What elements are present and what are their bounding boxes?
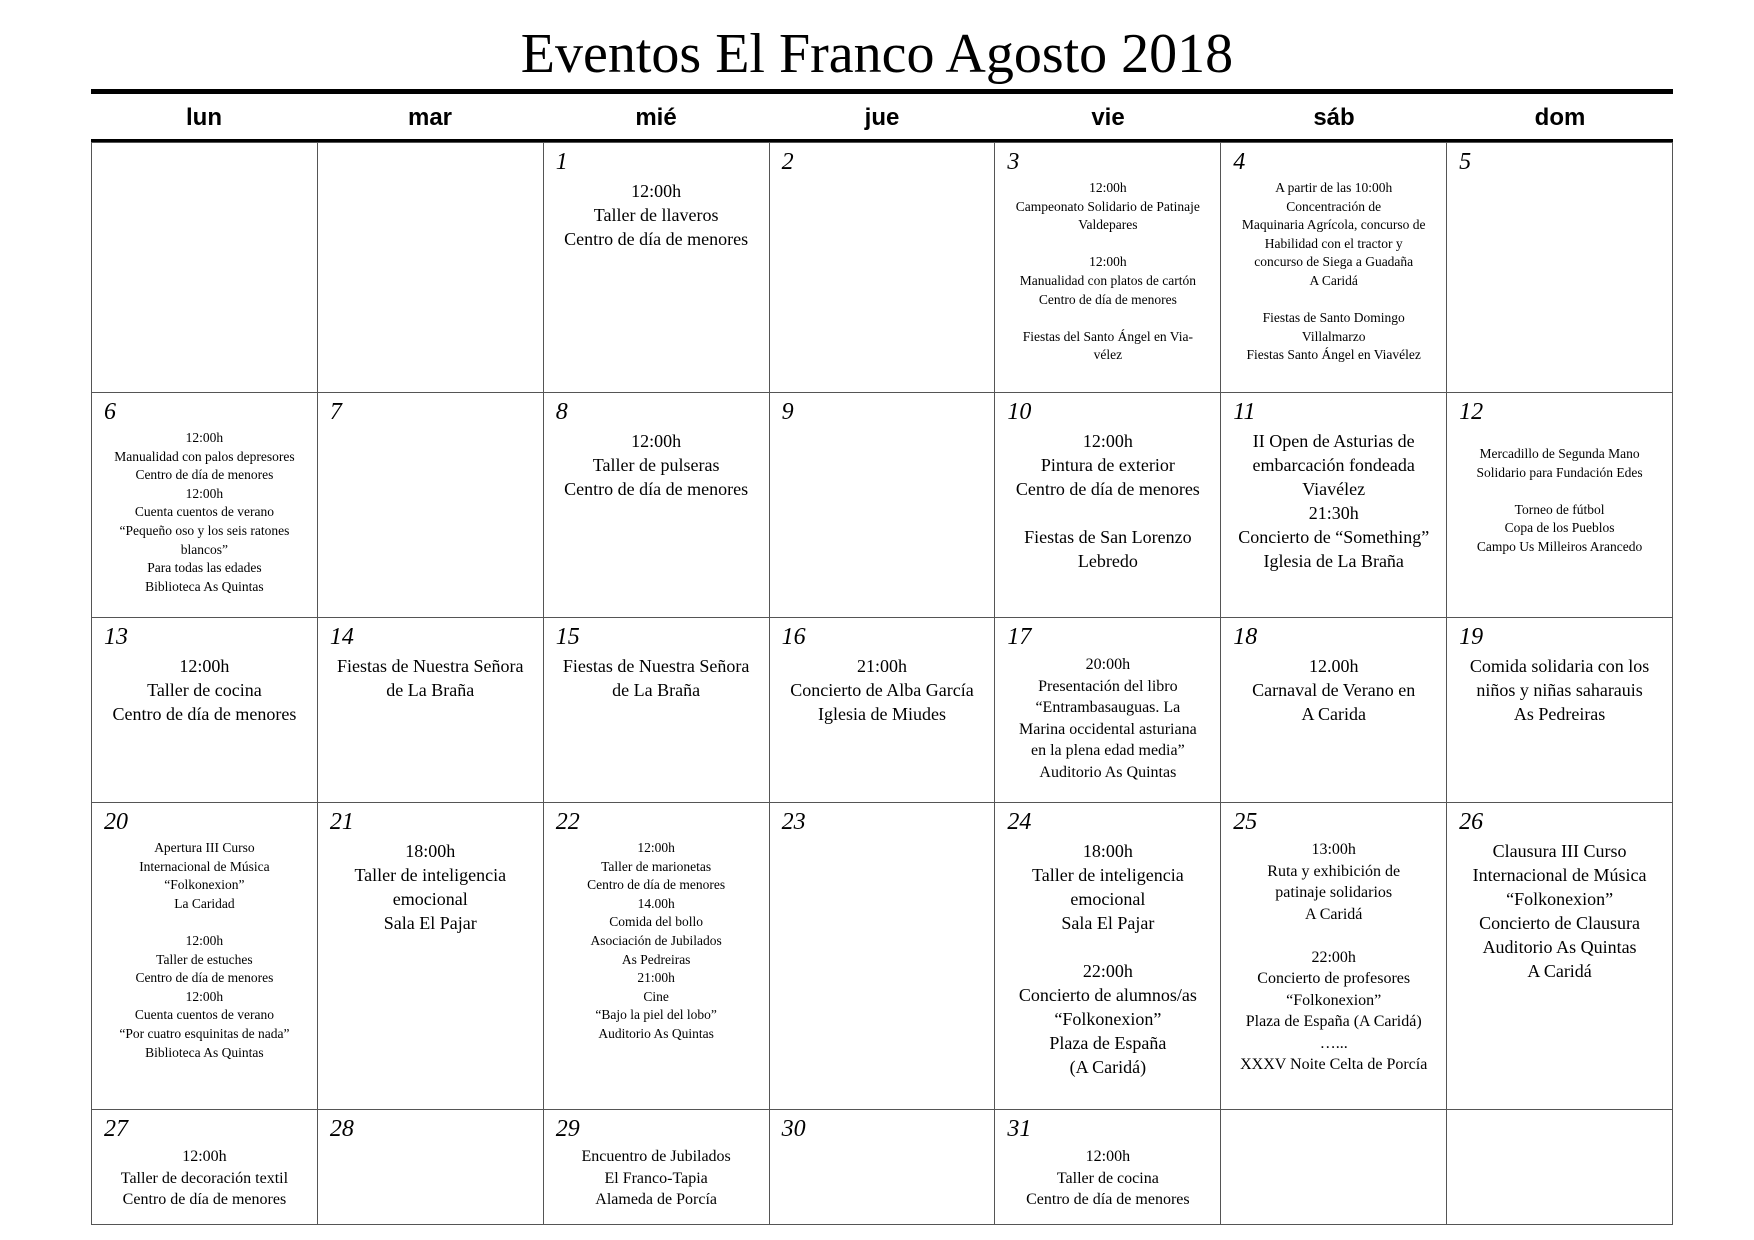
day-cell-9	[770, 392, 996, 617]
day-cell-10	[995, 392, 1221, 617]
day-events: 12:00h Pintura de exterior Centro de día de menores Fiestas de San Lorenzo Lebredo	[1015, 431, 1200, 571]
day-cell-14	[318, 617, 544, 802]
weekday-sab: sáb	[1313, 104, 1355, 131]
day-number: 17	[1007, 624, 1032, 650]
day-events: 12:00h Manualidad con palos depresores Centro de día de menores 12:00h Cuenta cuentos de verano “Pequeño oso y los seis ratones blancos” Para todas las edades Biblioteca As Quintas	[114, 430, 295, 594]
day-cell-20	[92, 802, 318, 1109]
day-events: Fiestas de Nuestra Señora de La Braña	[337, 656, 524, 700]
day-number: 20	[104, 809, 128, 835]
day-cell-8	[544, 392, 770, 617]
day-cell-30	[770, 1109, 996, 1225]
day-number: 26	[1459, 809, 1484, 835]
day-events: 12:00h Taller de llaveros Centro de día de menores	[564, 181, 749, 249]
day-cell-empty	[1221, 1109, 1447, 1225]
day-number: 10	[1007, 399, 1032, 425]
day-events: 20:00h Presentación del libro “Entrambasauguas. La Marina occidental asturiana en la plena edad media” Auditorio As Quintas	[1019, 656, 1197, 781]
day-cell-15	[544, 617, 770, 802]
weekday-mie: mié	[635, 104, 677, 131]
day-events: 12:00h Taller de decoración textil Centro de día de menores	[120, 1148, 289, 1208]
day-cell-7	[318, 392, 544, 617]
day-cell-26	[1447, 802, 1673, 1109]
day-events: Mercadillo de Segunda Mano Solidario para Fundación Edes Torneo de fútbol Copa de los Pueblos Campo Us Milleiros Arancedo	[1476, 446, 1643, 554]
day-cell-16	[770, 617, 996, 802]
day-number: 25	[1233, 809, 1258, 835]
day-cell-19	[1447, 617, 1673, 802]
day-cell-4	[1221, 142, 1447, 392]
day-number: 11	[1233, 399, 1256, 425]
day-cell-23	[770, 802, 996, 1109]
day-number: 31	[1007, 1116, 1032, 1142]
day-number: 28	[329, 1116, 354, 1142]
day-events: Comida solidaria con los niños y niñas saharauis As Pedreiras	[1469, 656, 1650, 724]
day-number: 24	[1007, 809, 1032, 835]
day-cell-3	[995, 142, 1221, 392]
day-number: 7	[329, 399, 342, 425]
day-events: 12:00h Taller de pulseras Centro de día de menores	[564, 431, 749, 499]
day-cell-22	[544, 802, 770, 1109]
weekday-vie: vie	[1091, 104, 1125, 131]
day-number: 19	[1459, 624, 1484, 650]
day-events: 13:00h Ruta y exhibición de patinaje solidarios A Caridá 22:00h Concierto de profesores “Folkonexion” Plaza de España (A Caridá) …... XXXV Noite Celta de Porcía	[1240, 841, 1428, 1073]
day-cell-29	[544, 1109, 770, 1225]
day-cell-28	[318, 1109, 544, 1225]
calendar-grid	[91, 142, 1673, 1225]
day-cell-5	[1447, 142, 1673, 392]
weekday-dom: dom	[1534, 104, 1586, 131]
day-events: 18:00h Taller de inteligencia emocional Sala El Pajar 22:00h Concierto de alumnos/as “Folkonexion” Plaza de España (A Caridá)	[1018, 841, 1197, 1077]
day-events: Fiestas de Nuestra Señora de La Braña	[562, 656, 750, 700]
day-events: Apertura III Curso Internacional de Música “Folkonexion” La Caridad 12:00h Taller de estuches Centro de día de menores 12:00h Cuenta cuentos de verano “Por cuatro esquinitas de nada” Biblioteca As Quintas	[119, 840, 290, 1060]
day-number: 9	[781, 399, 794, 425]
weekday-lun: lun	[186, 104, 222, 131]
day-cell-6	[92, 392, 318, 617]
day-events: 18:00h Taller de inteligencia emocional Sala El Pajar	[354, 841, 507, 933]
day-cell-17	[995, 617, 1221, 802]
day-cell-31	[995, 1109, 1221, 1225]
calendar-title: Eventos El Franco Agosto 2018	[520, 23, 1234, 85]
day-cell-11	[1221, 392, 1447, 617]
weekday-header	[91, 97, 1673, 139]
weekday-mar: mar	[407, 104, 453, 131]
day-cell-1	[544, 142, 770, 392]
day-number: 15	[555, 624, 580, 650]
day-events: 12:00h Taller de marionetas Centro de día de menores 14.00h Comida del bollo Asociación de Jubilados As Pedreiras 21:00h Cine “Bajo la piel del lobo” Auditorio As Quintas	[587, 840, 726, 1041]
day-cell-13	[92, 617, 318, 802]
day-cell-2	[770, 142, 996, 392]
day-number: 6	[104, 399, 116, 425]
day-events: 12:00h Taller de cocina Centro de día de menores	[112, 656, 297, 724]
day-cell-empty	[1447, 1109, 1673, 1225]
day-events: Clausura III Curso Internacional de Música “Folkonexion” Concierto de Clausura Auditorio As Quintas A Caridá	[1472, 841, 1647, 981]
day-cell-empty	[318, 142, 544, 392]
day-number: 4	[1233, 149, 1246, 175]
day-number: 21	[329, 809, 354, 835]
day-events: A partir de las 10:00h Concentración de Maquinaria Agrícola, concurso de Habilidad con el tractor y concurso de Siega a Guadaña A Caridá Fiestas de Santo Domingo Villalmarzo Fiestas Santo Ángel en Viavélez	[1241, 180, 1426, 363]
day-cell-27	[92, 1109, 318, 1225]
day-cell-25	[1221, 802, 1447, 1109]
day-events: II Open de Asturias de embarcación fondeada Viavélez 21:30h Concierto de “Something” Iglesia de La Braña	[1238, 431, 1430, 571]
day-events: 12.00h Carnaval de Verano en A Carida	[1252, 656, 1416, 724]
day-number: 14	[329, 624, 354, 650]
day-cell-12	[1447, 392, 1673, 617]
day-events: 12:00h Campeonato Solidario de Patinaje Valdepares 12:00h Manualidad con platos de cartón Centro de día de menores Fiestas del Santo Ángel en Via- vélez	[1015, 180, 1200, 363]
day-number: 8	[555, 399, 568, 425]
day-events: 21:00h Concierto de Alba García Iglesia de Miudes	[790, 656, 974, 724]
day-events: Encuentro de Jubilados El Franco-Tapia Alameda de Porcía	[581, 1148, 731, 1208]
day-number: 13	[104, 624, 128, 650]
day-number: 27	[104, 1116, 128, 1142]
day-cell-18	[1221, 617, 1447, 802]
weekday-jue: jue	[864, 104, 900, 131]
day-number: 1	[555, 149, 568, 175]
day-number: 22	[555, 809, 580, 835]
day-number: 5	[1459, 149, 1472, 175]
day-number: 2	[781, 149, 794, 175]
day-cell-21	[318, 802, 544, 1109]
day-number: 3	[1007, 149, 1020, 175]
day-number: 12	[1459, 399, 1484, 425]
day-number: 16	[781, 624, 806, 650]
day-cell-24	[995, 802, 1221, 1109]
day-number: 18	[1233, 624, 1258, 650]
day-number: 23	[781, 809, 806, 835]
day-number: 30	[781, 1116, 806, 1142]
day-cell-empty	[92, 142, 318, 392]
day-events: 12:00h Taller de cocina Centro de día de menores	[1026, 1148, 1190, 1208]
day-number: 29	[555, 1116, 580, 1142]
title-rule	[91, 89, 1673, 94]
